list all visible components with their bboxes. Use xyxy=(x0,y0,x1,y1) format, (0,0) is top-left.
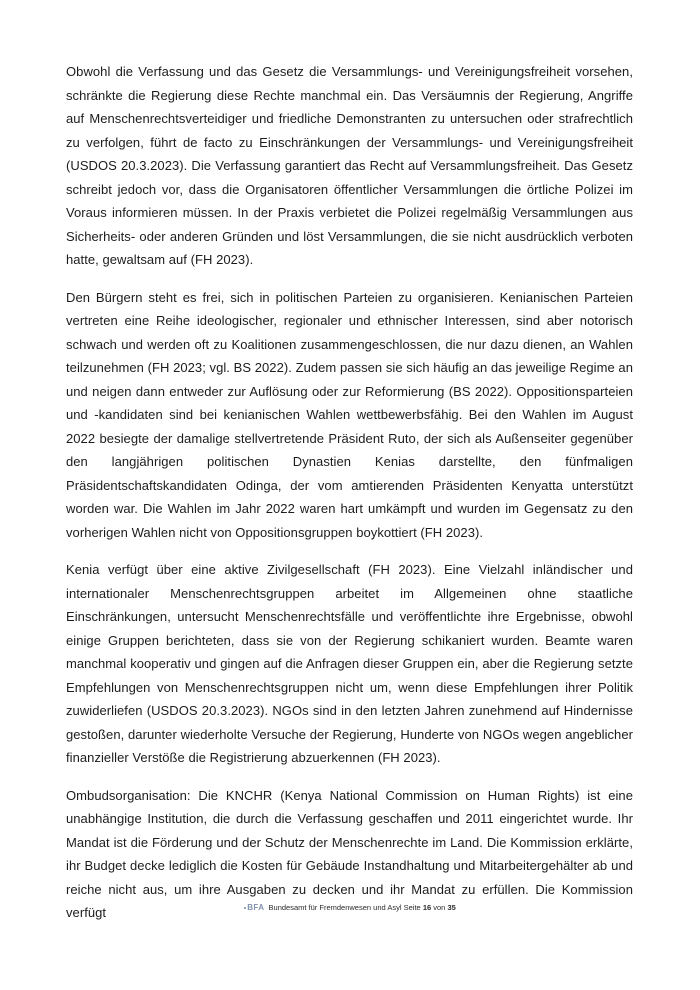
bfa-logo-mark-icon xyxy=(244,907,246,909)
page-footer xyxy=(0,903,700,913)
footer-total-pages: 35 xyxy=(447,903,456,912)
footer-page-number: 16 xyxy=(422,903,432,912)
paragraph-assembly-association-freedom: Obwohl die Verfassung und das Gesetz die Versammlungs- und Vereinigungsfreiheit vorsehen, schränkte die Regierung diese Rechte manchmal ein. Das Versäumnis der Regierung, Angriffe auf Menschenrechtsverteidiger und friedliche Demonstranten zu untersuchen oder strafrechtlich zu verfolgen, führt de facto zu Einschränkungen der Versammlungs- und Vereinigungsfreiheit (USDOS 20.3.2023). Die Verfassung garantiert das Recht auf Versammlungsfreiheit. Das Gesetz schreibt jedoch vor, dass die Organisatoren öffentlicher Versammlungen die örtliche Polizei im Voraus informieren müssen. In der Praxis verbietet die Polizei regelmäßig Versammlungen aus Sicherheits- oder anderen Gründen und löst Versammlungen, die sie nicht ausdrücklich verboten hatte, gewaltsam auf (FH 2023). xyxy=(66,64,633,267)
paragraph-civil-society-ngos: Kenia verfügt über eine aktive Zivilgesellschaft (FH 2023). Eine Vielzahl inländischer und internationaler Menschenrechtsgruppen arbeitet im Allgemeinen ohne staatliche Einschränkungen, untersucht Menschenrechtsfälle und veröffentlichte ihre Ergebnisse, obwohl einige Gruppen berichteten, dass sie von der Regierung schikaniert wurden. Beamte waren manchmal kooperativ und gingen auf die Anfragen dieser Gruppen ein, aber die Regierung setzte Empfehlungen von Menschenrechtsgruppen nicht um, wenn diese Empfehlungen ihrer Politik zuwiderliefen (USDOS 20.3.2023). NGOs sind in den letzten Jahren zunehmend auf Hindernisse gestoßen, darunter wiederholte Versuche der Regierung, Hunderte von NGOs wegen angeblicher finanzieller Verstöße die Registrierung abzuerkennen (FH 2023). xyxy=(66,562,633,765)
paragraph-political-parties-elections: Den Bürgern steht es frei, sich in politischen Parteien zu organisieren. Kenianischen Parteien vertreten eine Reihe ideologischer, regionaler und ethnischer Interessen, sind aber notorisch schwach und werden oft zu Koalitionen zusammengeschlossen, die nur dazu dienen, an Wahlen teilzunehmen (FH 2023; vgl. BS 2022). Zudem passen sie sich häufig an das jeweilige Regime an und neigen dann entweder zur Auflösung oder zur Reformierung (BS 2022). Oppositionsparteien und -kandidaten sind bei kenianischen Wahlen wettbewerbsfähig. Bei den Wahlen im August 2022 besiegte der damalige stellvertretende Präsident Ruto, der sich als Außenseiter gegenüber den langjährigen politischen Dynastien Kenias darstellte, den fünfmaligen Präsidentschaftskandidaten Odinga, der vom amtierenden Präsidenten Kenyatta unterstützt worden war. Die Wahlen im Jahr 2022 waren hart umkämpft und wurden im Gegensatz zu den vorherigen Wahlen nicht von Oppositionsgruppen boykottiert (FH 2023). xyxy=(66,289,633,540)
bfa-logo-text: BFA xyxy=(247,903,265,912)
paragraph-ombuds-organisation-knchr: Ombudsorganisation: Die KNCHR (Kenya National Commission on Human Rights) ist eine unabhängige Institution, die durch die Verfassung geschaffen und 2011 eingerichtet wurde. Ihr Mandat ist die Förderung und der Schutz der Menschenrechte im Land. Die Kommission erklärte, ihr Budget decke lediglich die Kosten für Gebäude Instandhaltung und Mitarbeitergehälter ab und reiche nicht aus, um ihre Ausgaben zu decken und ihr Mandat zu erfüllen. Die Kommission verfügt xyxy=(66,787,633,920)
document-body xyxy=(66,60,633,939)
footer-page-label: Seite xyxy=(403,903,421,912)
footer-org-name: Bundesamt für Fremdenwesen und Asyl xyxy=(268,903,402,912)
footer-of-label: von xyxy=(433,903,446,912)
